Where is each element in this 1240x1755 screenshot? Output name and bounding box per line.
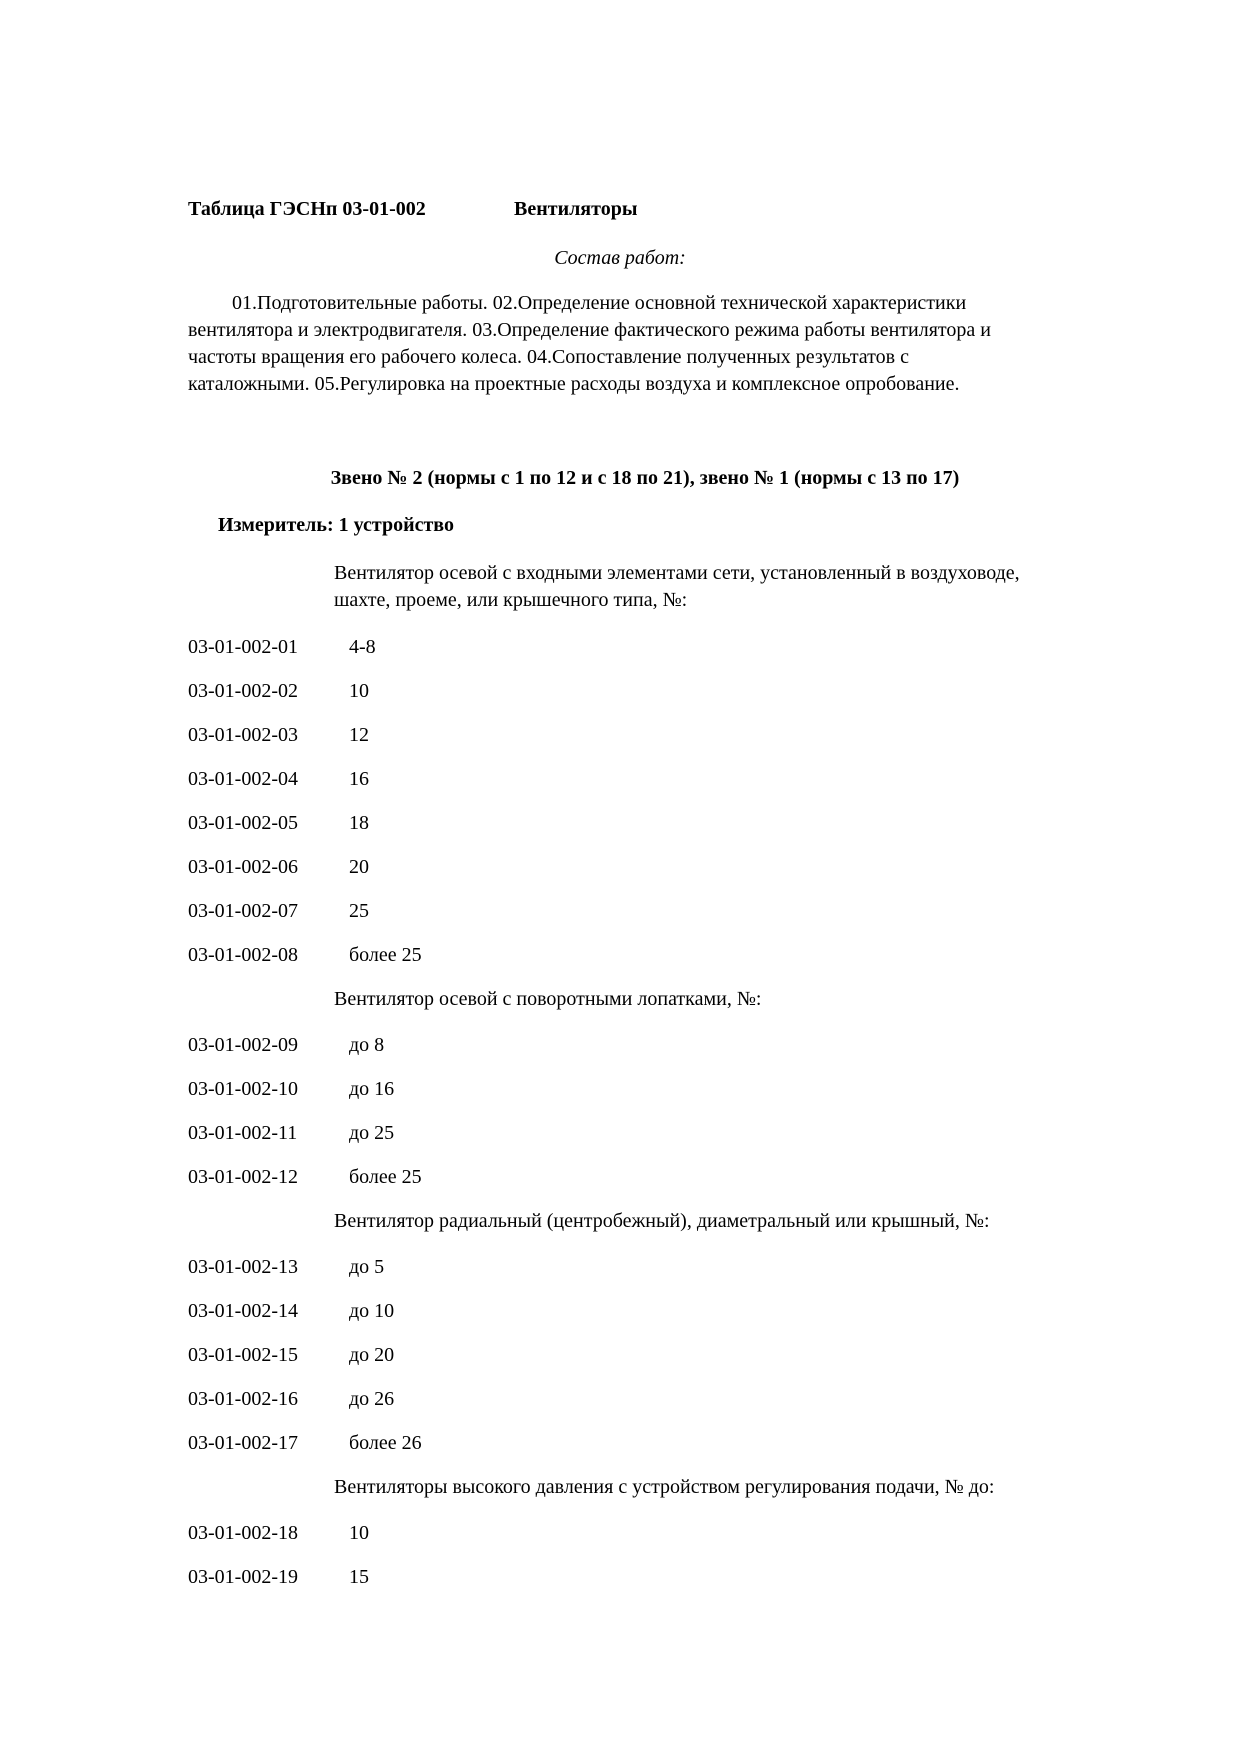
norm-code: 03-01-002-01 [188,636,298,658]
norm-code: 03-01-002-06 [188,856,298,878]
norm-row [188,766,369,793]
norm-code: 03-01-002-12 [188,1166,298,1188]
work-line: частоты вращения его рабочего колеса. 04.Сопоставление полученных результатов с [188,346,909,368]
norm-value: до 26 [349,1388,395,1410]
norm-code: 03-01-002-14 [188,1300,298,1322]
norm-code: 03-01-002-10 [188,1078,298,1100]
norm-code: 03-01-002-07 [188,900,298,922]
work-composition-heading: Состав работ: [554,247,686,269]
norm-value: 25 [349,900,369,922]
group-title-line: шахте, проеме, или крышечного типа, №: [334,589,688,611]
norm-row [188,942,422,969]
norm-row [188,1520,369,1547]
norm-code: 03-01-002-04 [188,768,298,790]
norm-code: 03-01-002-08 [188,944,298,966]
norm-code: 03-01-002-05 [188,812,298,834]
norm-row [188,1298,394,1325]
norm-value: 10 [349,680,369,702]
norm-row [188,1430,422,1457]
norm-value: более 25 [349,1166,422,1188]
norm-row [188,810,369,837]
table-title: Таблица ГЭСНп 03-01-002 [188,198,426,220]
norm-value: более 25 [349,944,422,966]
group-title-line: Вентилятор радиальный (центробежный), диаметральный или крышный, №: [334,1210,990,1232]
norm-row [188,1254,384,1281]
norm-row [188,1386,394,1413]
norm-value: более 26 [349,1432,422,1454]
norm-code: 03-01-002-16 [188,1388,298,1410]
norm-row [188,1076,394,1103]
norm-code: 03-01-002-02 [188,680,298,702]
norm-value: до 8 [349,1034,385,1056]
norm-code: 03-01-002-03 [188,724,298,746]
norm-code: 03-01-002-09 [188,1034,298,1056]
norm-value: 10 [349,1522,369,1544]
work-line: каталожными. 05.Регулировка на проектные расходы воздуха и комплексное опробование. [188,373,960,395]
norm-row [188,1032,384,1059]
work-line: вентилятора и электродвигателя. 03.Определение фактического режима работы вентилятора и [188,319,991,341]
norm-value: 4-8 [349,636,376,658]
norm-value: до 5 [349,1256,385,1278]
norm-value: 20 [349,856,369,878]
norm-value: до 16 [349,1078,395,1100]
brigade-note: Звено № 2 (нормы с 1 по 12 и с 18 по 21), звено № 1 (нормы с 13 по 17) [330,467,960,489]
norm-code: 03-01-002-17 [188,1432,298,1454]
norm-value: 16 [349,768,369,790]
table-subject: Вентиляторы [514,198,638,220]
norm-row [188,678,369,705]
norm-code: 03-01-002-11 [188,1122,298,1144]
work-composition-text [188,290,1068,398]
norm-value: до 20 [349,1344,395,1366]
norm-value: до 25 [349,1122,395,1144]
norm-row [188,1564,369,1591]
group-title [334,986,1074,1013]
norm-code: 03-01-002-18 [188,1522,298,1544]
group-title [334,1474,1074,1501]
norm-row [188,634,376,661]
group-title-line: Вентиляторы высокого давления с устройством регулирования подачи, № до: [334,1476,995,1498]
norm-value: до 10 [349,1300,395,1322]
group-title [334,560,1074,614]
group-title [334,1208,1074,1235]
norm-row [188,1164,422,1191]
norm-row [188,1342,394,1369]
norm-value: 15 [349,1566,369,1588]
norm-row [188,898,369,925]
group-title-line: Вентилятор осевой с входными элементами сети, установленный в воздуховоде, [334,562,1020,584]
norm-value: 18 [349,812,369,834]
unit-of-measure: Измеритель: 1 устройство [218,514,454,536]
norm-row [188,1120,394,1147]
norm-row [188,854,369,881]
norm-value: 12 [349,724,369,746]
norm-code: 03-01-002-19 [188,1566,298,1588]
norm-code: 03-01-002-13 [188,1256,298,1278]
norm-row [188,722,369,749]
work-line: 01.Подготовительные работы. 02.Определение основной технической характеристики [232,292,967,314]
norm-code: 03-01-002-15 [188,1344,298,1366]
group-title-line: Вентилятор осевой с поворотными лопатками, №: [334,988,762,1010]
